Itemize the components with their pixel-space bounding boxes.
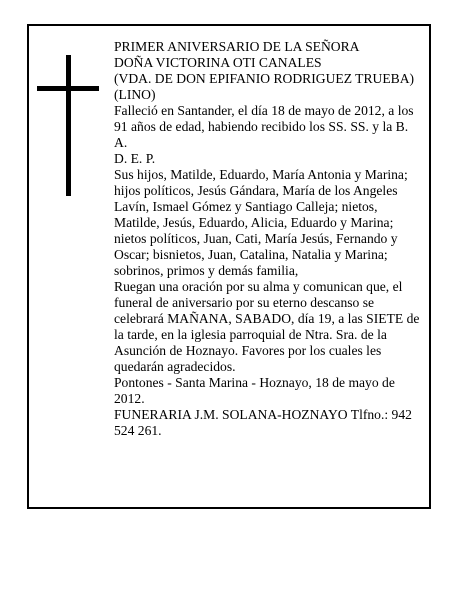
body-line: funeral de aniversario por su eterno descanso se bbox=[114, 295, 375, 310]
body-line: Pontones - Santa Marina - Hoznayo, 18 de mayo de bbox=[114, 375, 395, 390]
body-line: quedarán agradecidos. bbox=[114, 359, 236, 374]
body-line: FUNERARIA J.M. SOLANA-HOZNAYO Tlfno.: 942 bbox=[114, 407, 412, 422]
body-line: nietos políticos, Juan, Cati, María Jesús, Fernando y bbox=[114, 231, 398, 246]
header-line: PRIMER ANIVERSARIO DE LA SEÑORA bbox=[114, 39, 360, 54]
header-line: DOÑA VICTORINA OTI CANALES bbox=[114, 55, 322, 70]
body-line: sobrinos, primos y demás familia, bbox=[114, 263, 299, 278]
body-line: A. bbox=[114, 135, 128, 150]
body-line: Falleció en Santander, el día 18 de mayo de 2012, a los bbox=[114, 103, 414, 118]
body-line: 91 años de edad, habiendo recibido los SS. SS. y la B. bbox=[114, 119, 409, 134]
body-line: hijos políticos, Jesús Gándara, María de los Angeles bbox=[114, 183, 398, 198]
body-line: celebrará MAÑANA, SABADO, día 19, a las SIETE de bbox=[114, 311, 420, 326]
body-line: Oscar; bisnietos, Juan, Catalina, Natalia y Marina; bbox=[114, 247, 388, 262]
obituary-text bbox=[114, 39, 424, 439]
body-line: Lavín, Ismael Gómez y Santiago Calleja; nietos, bbox=[114, 199, 378, 214]
body-line: 524 261. bbox=[114, 423, 162, 438]
body-line: Ruegan una oración por su alma y comunican que, el bbox=[114, 279, 403, 294]
cross-horizontal-bar bbox=[37, 86, 99, 91]
body-line: la tarde, en la iglesia parroquial de Ntra. Sra. de la bbox=[114, 327, 387, 342]
header-line: (LINO) bbox=[114, 87, 156, 102]
body-line: 2012. bbox=[114, 391, 145, 406]
body-line: D. E. P. bbox=[114, 151, 156, 166]
header-line: (VDA. DE DON EPIFANIO RODRIGUEZ TRUEBA) bbox=[114, 71, 415, 86]
body-line: Matilde, Jesús, Eduardo, Alicia, Eduardo y Marina; bbox=[114, 215, 394, 230]
body-line: Sus hijos, Matilde, Eduardo, María Antonia y Marina; bbox=[114, 167, 408, 182]
cross-vertical-bar bbox=[66, 55, 71, 196]
body-line: Asunción de Hoznayo. Favores por los cuales les bbox=[114, 343, 382, 358]
